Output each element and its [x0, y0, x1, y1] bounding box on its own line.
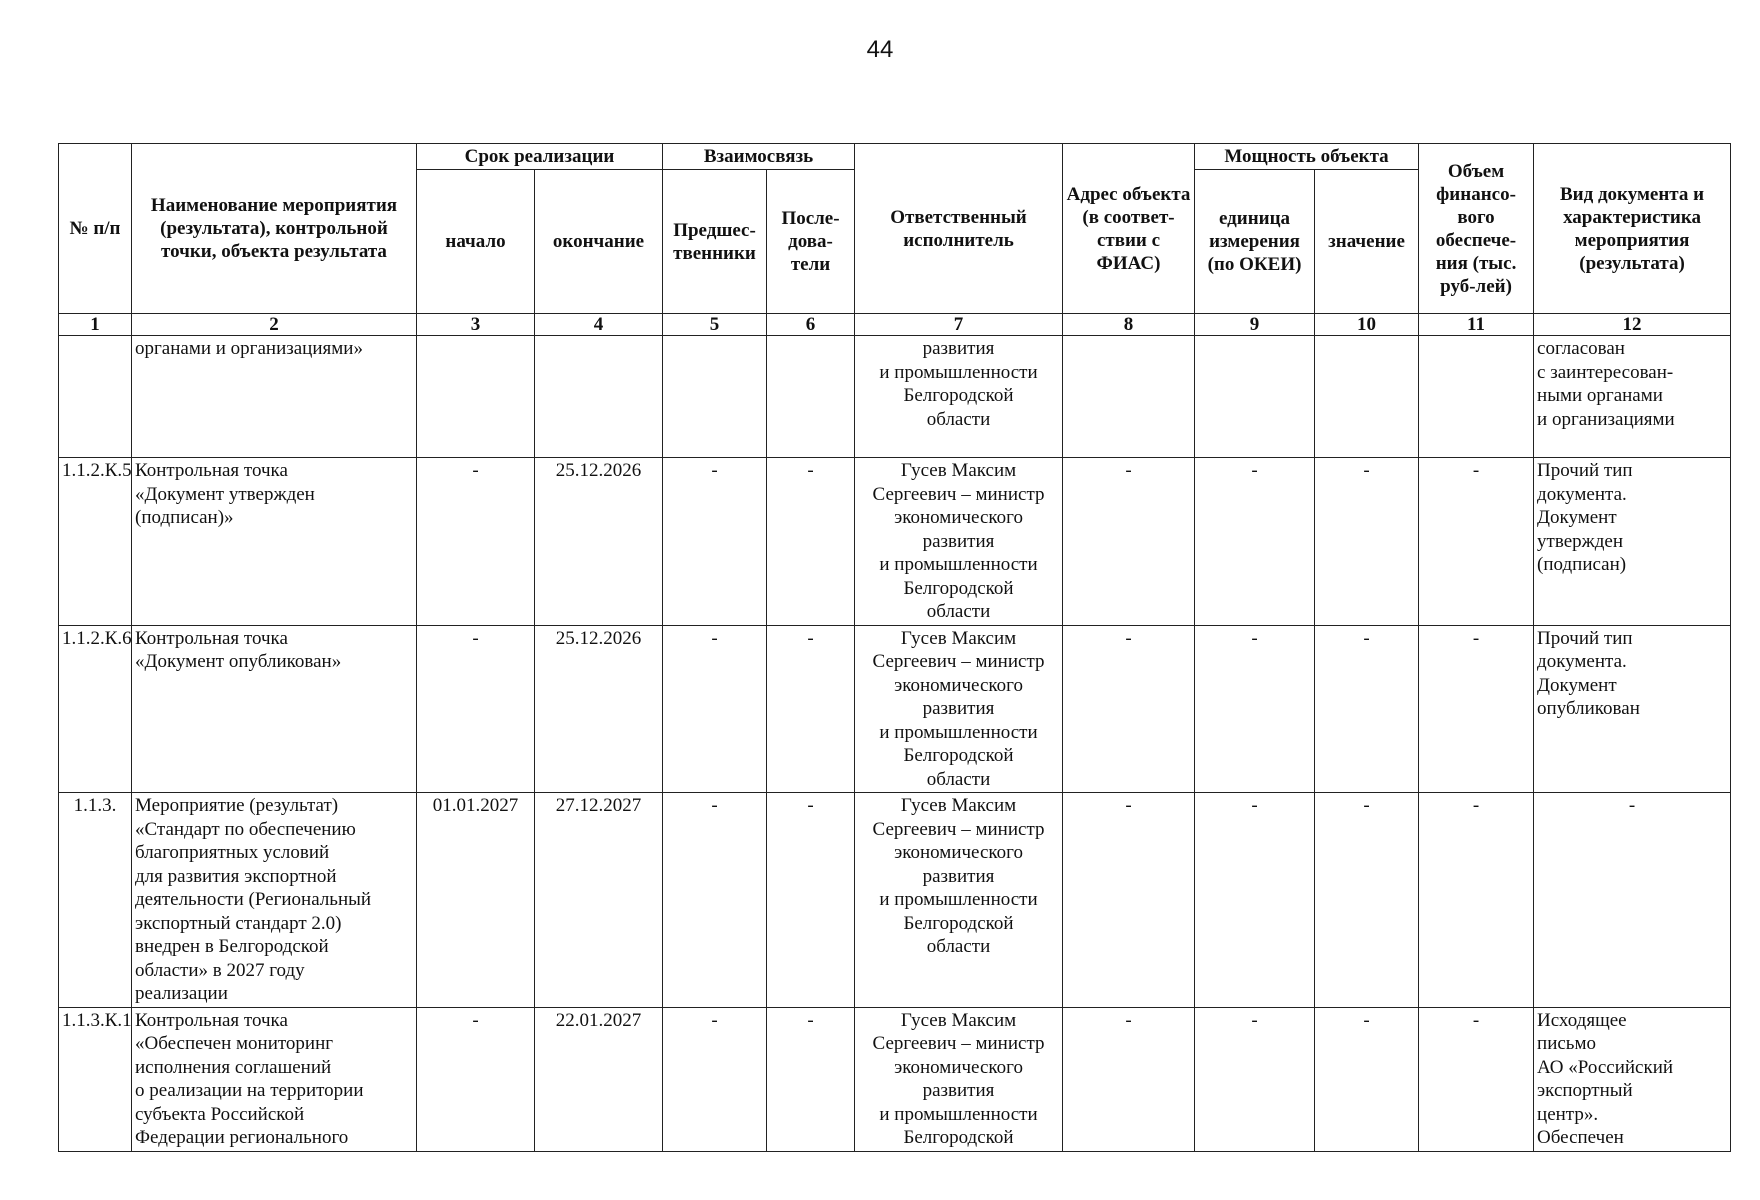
page-number: 44 [866, 36, 894, 63]
cell-predecessors: - [663, 1007, 767, 1151]
cell-address: - [1063, 793, 1195, 1008]
header-predecessors: Предшес-твенники [663, 170, 767, 314]
cell-value: - [1315, 1007, 1419, 1151]
header-start: начало [417, 170, 535, 314]
column-number: 12 [1534, 314, 1731, 336]
header-value: значение [1315, 170, 1419, 314]
column-number: 11 [1419, 314, 1534, 336]
cell-responsible: Гусев Максим Сергеевич – министр экономического развития и промышленности Белгородской области [855, 458, 1063, 626]
cell-name: Контрольная точка «Обеспечен мониторинг исполнения соглашений о реализации на территории субъекта Российской Федерации регионального [132, 1007, 417, 1151]
cell-financing: - [1419, 793, 1534, 1008]
header-link-group: Взаимосвязь [663, 144, 855, 170]
cell-name: Контрольная точка «Документ опубликован» [132, 625, 417, 793]
cell-start: - [417, 625, 535, 793]
cell-value: - [1315, 793, 1419, 1008]
cell-unit: - [1195, 458, 1315, 626]
table-row [59, 458, 1731, 626]
cell-responsible: Гусев Максим Сергеевич – министр экономического развития и промышленности Белгородской области [855, 793, 1063, 1008]
header-end: окончание [535, 170, 663, 314]
table-row [59, 336, 1731, 458]
column-number: 5 [663, 314, 767, 336]
table-row [59, 1007, 1731, 1151]
cell-end: 25.12.2026 [535, 625, 663, 793]
header-document-type: Вид документа и характеристика мероприятия (результата) [1534, 144, 1731, 314]
cell-num: 1.1.2.К.6 [59, 625, 132, 793]
cell-document-type: Исходящее письмо АО «Российский экспортный центр». Обеспечен [1534, 1007, 1731, 1151]
cell-name: Мероприятие (результат) «Стандарт по обеспечению благоприятных условий для развития экспортной деятельности (Региональный экспортный стандарт 2.0) внедрен в Белгородской области» в 2027 году реализации [132, 793, 417, 1008]
cell-address [1063, 336, 1195, 458]
cell-successors: - [767, 625, 855, 793]
header-financing: Объем финансо-вого обеспече-ния (тыс. руб-лей) [1419, 144, 1534, 314]
column-number: 1 [59, 314, 132, 336]
cell-name: Контрольная точка «Документ утвержден (подписан)» [132, 458, 417, 626]
column-number: 3 [417, 314, 535, 336]
cell-financing: - [1419, 625, 1534, 793]
cell-end: 22.01.2027 [535, 1007, 663, 1151]
header-term-group: Срок реализации [417, 144, 663, 170]
cell-start [417, 336, 535, 458]
cell-start: - [417, 458, 535, 626]
header-num: № п/п [59, 144, 132, 314]
cell-end: 25.12.2026 [535, 458, 663, 626]
cell-num: 1.1.3. [59, 793, 132, 1008]
cell-address: - [1063, 458, 1195, 626]
cell-responsible: развития и промышленности Белгородской области [855, 336, 1063, 458]
cell-predecessors: - [663, 625, 767, 793]
cell-document-type: - [1534, 793, 1731, 1008]
header-address: Адрес объекта (в соответ-ствии с ФИАС) [1063, 144, 1195, 314]
cell-successors [767, 336, 855, 458]
column-number: 7 [855, 314, 1063, 336]
cell-start: - [417, 1007, 535, 1151]
cell-end: 27.12.2027 [535, 793, 663, 1008]
cell-value: - [1315, 458, 1419, 626]
cell-predecessors [663, 336, 767, 458]
cell-document-type: Прочий тип документа. Документ опубликован [1534, 625, 1731, 793]
cell-predecessors: - [663, 793, 767, 1008]
cell-successors: - [767, 1007, 855, 1151]
column-number: 4 [535, 314, 663, 336]
cell-financing: - [1419, 1007, 1534, 1151]
cell-value: - [1315, 625, 1419, 793]
cell-document-type: Прочий тип документа. Документ утвержден (подписан) [1534, 458, 1731, 626]
cell-responsible: Гусев Максим Сергеевич – министр экономического развития и промышленности Белгородской [855, 1007, 1063, 1151]
table-row [59, 625, 1731, 793]
cell-end [535, 336, 663, 458]
cell-responsible: Гусев Максим Сергеевич – министр экономического развития и промышленности Белгородской области [855, 625, 1063, 793]
cell-num: 1.1.2.К.5 [59, 458, 132, 626]
column-number: 8 [1063, 314, 1195, 336]
cell-num [59, 336, 132, 458]
header-capacity-group: Мощность объекта [1195, 144, 1419, 170]
cell-unit: - [1195, 625, 1315, 793]
cell-unit: - [1195, 1007, 1315, 1151]
header-name: Наименование мероприятия (результата), контрольной точки, объекта результата [132, 144, 417, 314]
header-unit: единица измерения (по ОКЕИ) [1195, 170, 1315, 314]
cell-address: - [1063, 1007, 1195, 1151]
cell-start: 01.01.2027 [417, 793, 535, 1008]
column-number: 9 [1195, 314, 1315, 336]
header-successors: После-дова-тели [767, 170, 855, 314]
column-number: 10 [1315, 314, 1419, 336]
cell-unit [1195, 336, 1315, 458]
column-number: 6 [767, 314, 855, 336]
cell-successors: - [767, 458, 855, 626]
cell-address: - [1063, 625, 1195, 793]
cell-financing [1419, 336, 1534, 458]
cell-financing: - [1419, 458, 1534, 626]
cell-unit: - [1195, 793, 1315, 1008]
header-responsible: Ответственный исполнитель [855, 144, 1063, 314]
column-number: 2 [132, 314, 417, 336]
table-row [59, 793, 1731, 1008]
cell-predecessors: - [663, 458, 767, 626]
cell-num: 1.1.3.К.1 [59, 1007, 132, 1151]
cell-document-type: согласован с заинтересован- ными органами и организациями [1534, 336, 1731, 458]
cell-name: органами и организациями» [132, 336, 417, 458]
cell-successors: - [767, 793, 855, 1008]
cell-value [1315, 336, 1419, 458]
events-table [58, 143, 1731, 1152]
